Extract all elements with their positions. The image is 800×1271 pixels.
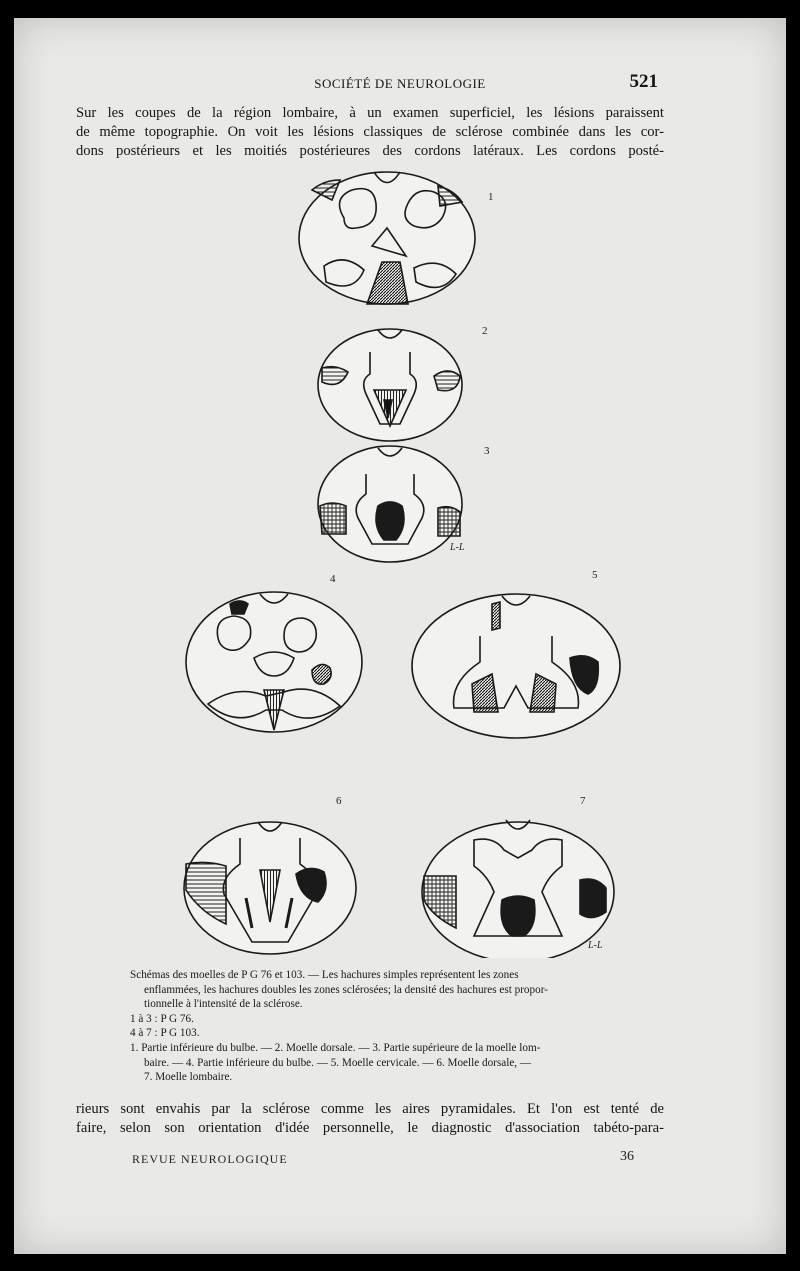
figure-label-5: 5 bbox=[592, 569, 598, 581]
spinal-cord-figure bbox=[14, 18, 786, 958]
section-7 bbox=[422, 820, 614, 958]
caption-line: 4 à 7 : P G 103. bbox=[130, 1027, 200, 1040]
caption-line: 7. Moelle lombaire. bbox=[144, 1071, 233, 1084]
text-line: de même topographie. On voit les lésions classiques de sclérose combinée dans les cor- bbox=[76, 124, 664, 140]
figure-label-1: 1 bbox=[488, 191, 494, 203]
figure-label-3: 3 bbox=[484, 445, 490, 457]
figure-label-2: 2 bbox=[482, 325, 488, 337]
journal-footer: REVUE NEUROLOGIQUE bbox=[132, 1152, 288, 1166]
section-2 bbox=[318, 329, 462, 441]
figure-label-7: 7 bbox=[580, 795, 586, 807]
figure-caption bbox=[130, 968, 670, 1085]
figure-label-6: 6 bbox=[336, 795, 342, 807]
caption-line: 1 à 3 : P G 76. bbox=[130, 1012, 194, 1025]
text-line: rieurs sont envahis par la sclérose comme les aires pyramidales. Et l'on est tenté de bbox=[76, 1101, 664, 1117]
text-line: faire, selon son orientation d'idée personnelle, le diagnostic d'association tabéto-para- bbox=[76, 1120, 664, 1136]
figure-label-4: 4 bbox=[330, 573, 336, 585]
journal-page bbox=[14, 18, 786, 1254]
caption-line: Schémas des moelles de P G 76 et 103. — Les hachures simples représentent les zones bbox=[130, 969, 519, 981]
signature-3: L-L bbox=[450, 542, 465, 553]
text-line: dons postérieurs et les moitiés postérieures des cordons latéraux. Les cordons posté- bbox=[76, 143, 664, 159]
running-header: SOCIÉTÉ DE NEUROLOGIE bbox=[314, 76, 486, 91]
caption-line: baire. — 4. Partie inférieure du bulbe. — 5. Moelle cervicale. — 6. Moelle dorsale, — bbox=[144, 1056, 532, 1069]
section-4 bbox=[186, 592, 362, 732]
section-3 bbox=[318, 446, 462, 562]
caption-line: tionnelle à l'intensité de la sclérose. bbox=[144, 998, 303, 1011]
signature-7: L-L bbox=[588, 940, 603, 951]
caption-line: enflammées, les hachures doubles les zones sclérosées; la densité des hachures est propor- bbox=[144, 983, 548, 996]
page-number: 521 bbox=[629, 71, 658, 92]
text-line: Sur les coupes de la région lombaire, à un examen superficiel, les lésions paraissent bbox=[76, 105, 664, 121]
caption-line: 1. Partie inférieure du bulbe. — 2. Moelle dorsale. — 3. Partie supérieure de la moelle lom- bbox=[130, 1041, 541, 1054]
paragraph-bottom bbox=[76, 1100, 664, 1138]
section-6 bbox=[184, 822, 356, 954]
section-5 bbox=[412, 594, 620, 738]
sheet-number: 36 bbox=[620, 1149, 634, 1164]
section-1 bbox=[299, 172, 475, 304]
